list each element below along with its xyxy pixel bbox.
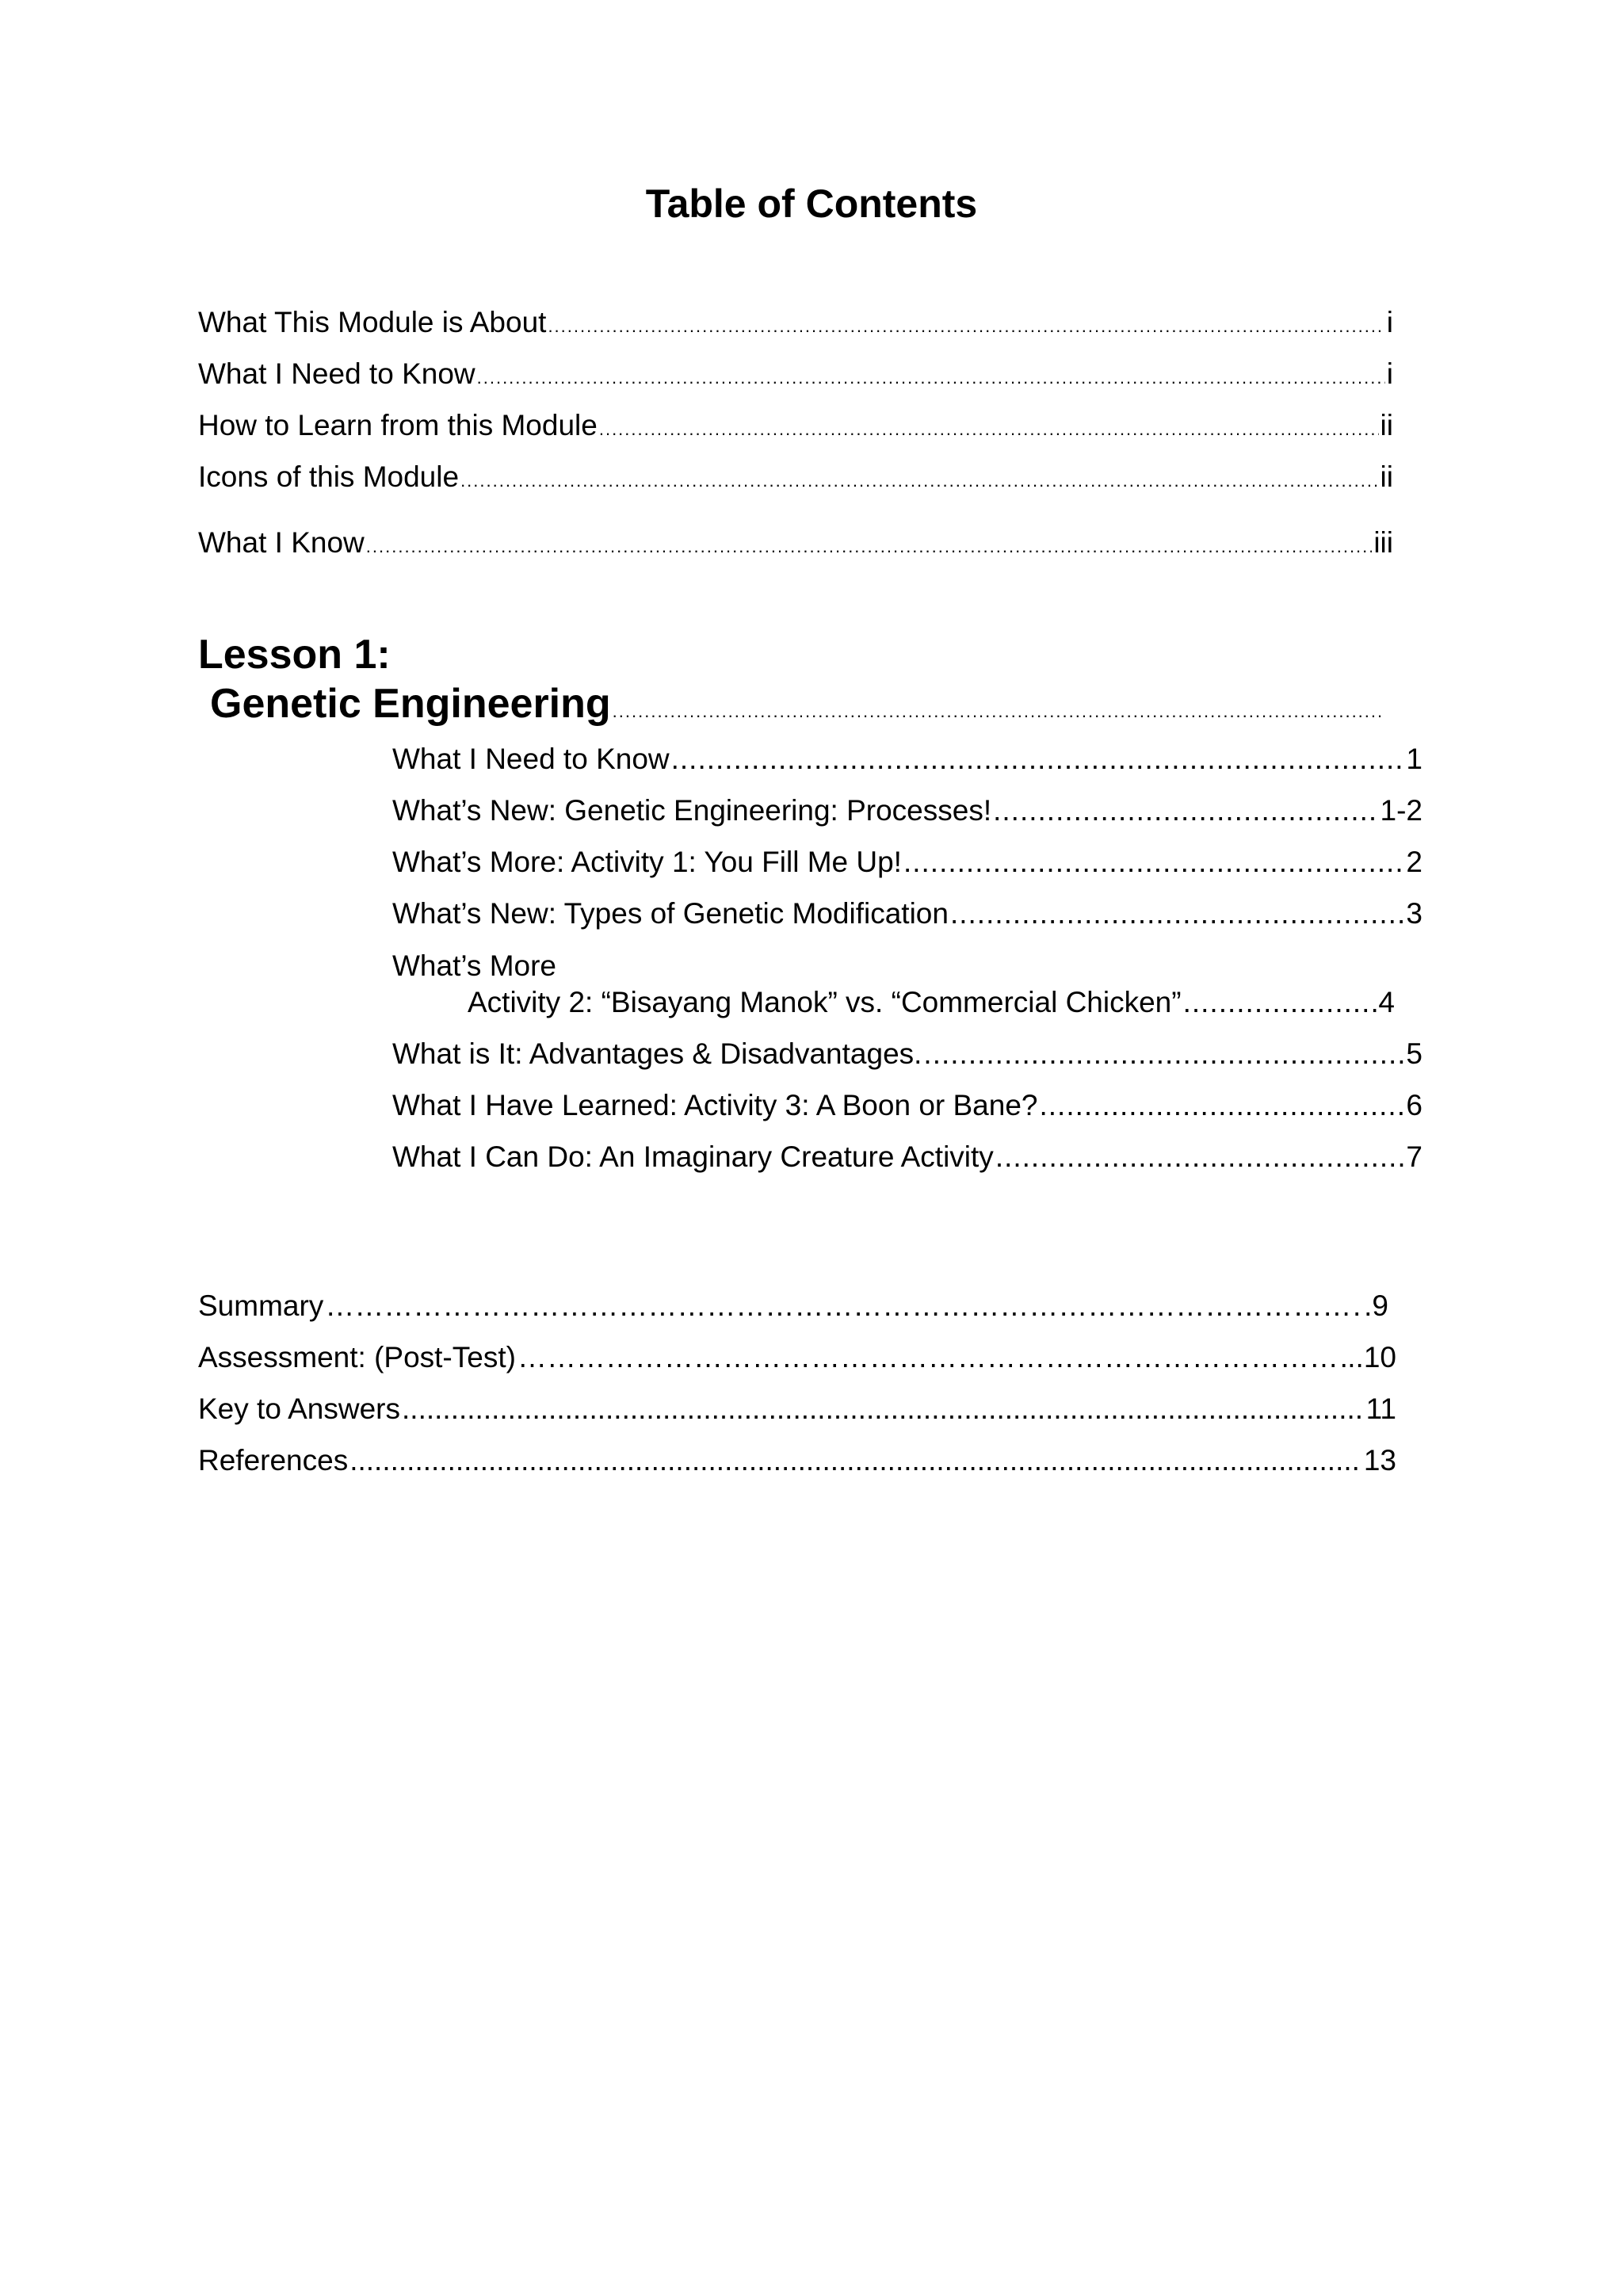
- dot-leader: [325, 1289, 1362, 1323]
- dot-leader: [460, 471, 1378, 491]
- dot-leader: [995, 1140, 1405, 1174]
- dot-leader: [923, 1037, 1404, 1071]
- toc-entry-summary[interactable]: [198, 1289, 1388, 1323]
- toc-entry-page: iii: [1373, 526, 1393, 559]
- dot-leader: [599, 419, 1379, 440]
- lesson-heading: Lesson 1:: [198, 632, 391, 678]
- toc-entry-what-i-know[interactable]: [198, 526, 1393, 560]
- dot-leader: [950, 897, 1404, 930]
- page-title: Table of Contents: [645, 181, 978, 226]
- toc-subentry-label: What’s More: [392, 949, 556, 982]
- toc-subentry[interactable]: [392, 743, 1423, 776]
- toc-entry-label: Icons of this Module: [198, 460, 460, 493]
- toc-subentry[interactable]: [392, 846, 1423, 879]
- toc-subentry-label: What I Can Do: An Imaginary Creature Activity: [392, 1140, 994, 1173]
- toc-subentry-label: What I Need to Know: [392, 743, 670, 775]
- toc-entry-label: How to Learn from this Module: [198, 409, 598, 441]
- toc-subentry-label: What’s More: Activity 1: You Fill Me Up!: [392, 846, 902, 878]
- toc-entry-label: Assessment: (Post-Test): [198, 1341, 516, 1373]
- dot-leader: [671, 743, 1405, 776]
- toc-subentry-label: What’s New: Genetic Engineering: Processes!: [392, 794, 992, 827]
- dot-leader: [993, 794, 1378, 827]
- toc-entry-references[interactable]: [198, 1444, 1396, 1477]
- toc-entry-page: ii: [1380, 460, 1393, 493]
- toc-entry-need-to-know[interactable]: [198, 357, 1393, 391]
- toc-subentry[interactable]: [392, 1140, 1423, 1174]
- toc-entry-page: 13: [1363, 1444, 1396, 1477]
- toc-entry-label: Key to Answers: [198, 1392, 401, 1425]
- toc-entry-page: ..10: [1347, 1341, 1396, 1373]
- toc-subentry-label: What is It: Advantages & Disadvantages.: [392, 1037, 922, 1070]
- toc-entry-page: ii: [1380, 409, 1393, 441]
- dot-leader: [1040, 1089, 1405, 1122]
- toc-subentry-page: 7: [1406, 1140, 1423, 1173]
- toc-entry-page: i: [1386, 357, 1393, 390]
- toc-entry-key-to-answers[interactable]: [198, 1392, 1396, 1426]
- toc-entry-icons[interactable]: [198, 460, 1393, 494]
- toc-subentry[interactable]: [392, 794, 1423, 827]
- lesson-title: Genetic Engineering: [210, 681, 611, 727]
- toc-subentry-label: What’s New: Types of Genetic Modification: [392, 897, 949, 930]
- toc-subentry[interactable]: [392, 897, 1423, 930]
- toc-subentry[interactable]: [392, 1089, 1423, 1122]
- toc-subentry-page: 3: [1406, 897, 1423, 930]
- toc-entry-page: .9: [1364, 1289, 1388, 1322]
- toc-entry-label: References: [198, 1444, 349, 1477]
- dot-leader: [349, 1444, 1362, 1477]
- dot-leader: [903, 846, 1404, 879]
- toc-entry-label: What I Need to Know: [198, 357, 475, 390]
- toc-subentry-label: Activity 2: “Bisayang Manok” vs. “Commercial Chicken”: [468, 986, 1182, 1018]
- toc-entry-label: What This Module is About: [198, 306, 547, 338]
- dot-leader: [548, 316, 1384, 337]
- toc-subentry-page: 4: [1378, 986, 1395, 1018]
- toc-subentry-page: 1: [1406, 743, 1423, 775]
- toc-entry-how-to-learn[interactable]: [198, 409, 1393, 442]
- toc-entry-page: 11: [1365, 1392, 1396, 1425]
- toc-entry-lesson-title[interactable]: [210, 680, 1383, 728]
- toc-subentry[interactable]: [392, 1037, 1423, 1071]
- toc-subentry-label: What I Have Learned: Activity 3: A Boon or Bane?: [392, 1089, 1038, 1121]
- toc-subentry-page: 6: [1406, 1089, 1423, 1121]
- dot-leader: [1183, 986, 1377, 1019]
- dot-leader: [366, 537, 1373, 557]
- toc-entry-assessment[interactable]: [198, 1341, 1396, 1374]
- dot-leader: [402, 1392, 1365, 1426]
- toc-subentry-page: 1-2: [1380, 794, 1423, 827]
- toc-subentry-page: 2: [1406, 846, 1423, 878]
- toc-subentry-page: 5: [1406, 1037, 1423, 1070]
- dot-leader: [477, 368, 1385, 388]
- toc-entry-label: What I Know: [198, 526, 365, 559]
- toc-entry-module-about[interactable]: [198, 306, 1393, 339]
- dot-leader: [517, 1341, 1346, 1374]
- toc-subentry[interactable]: [468, 986, 1395, 1019]
- toc-entry-page: i: [1386, 306, 1393, 338]
- dot-leader: [613, 701, 1381, 722]
- toc-entry-label: Summary: [198, 1289, 324, 1322]
